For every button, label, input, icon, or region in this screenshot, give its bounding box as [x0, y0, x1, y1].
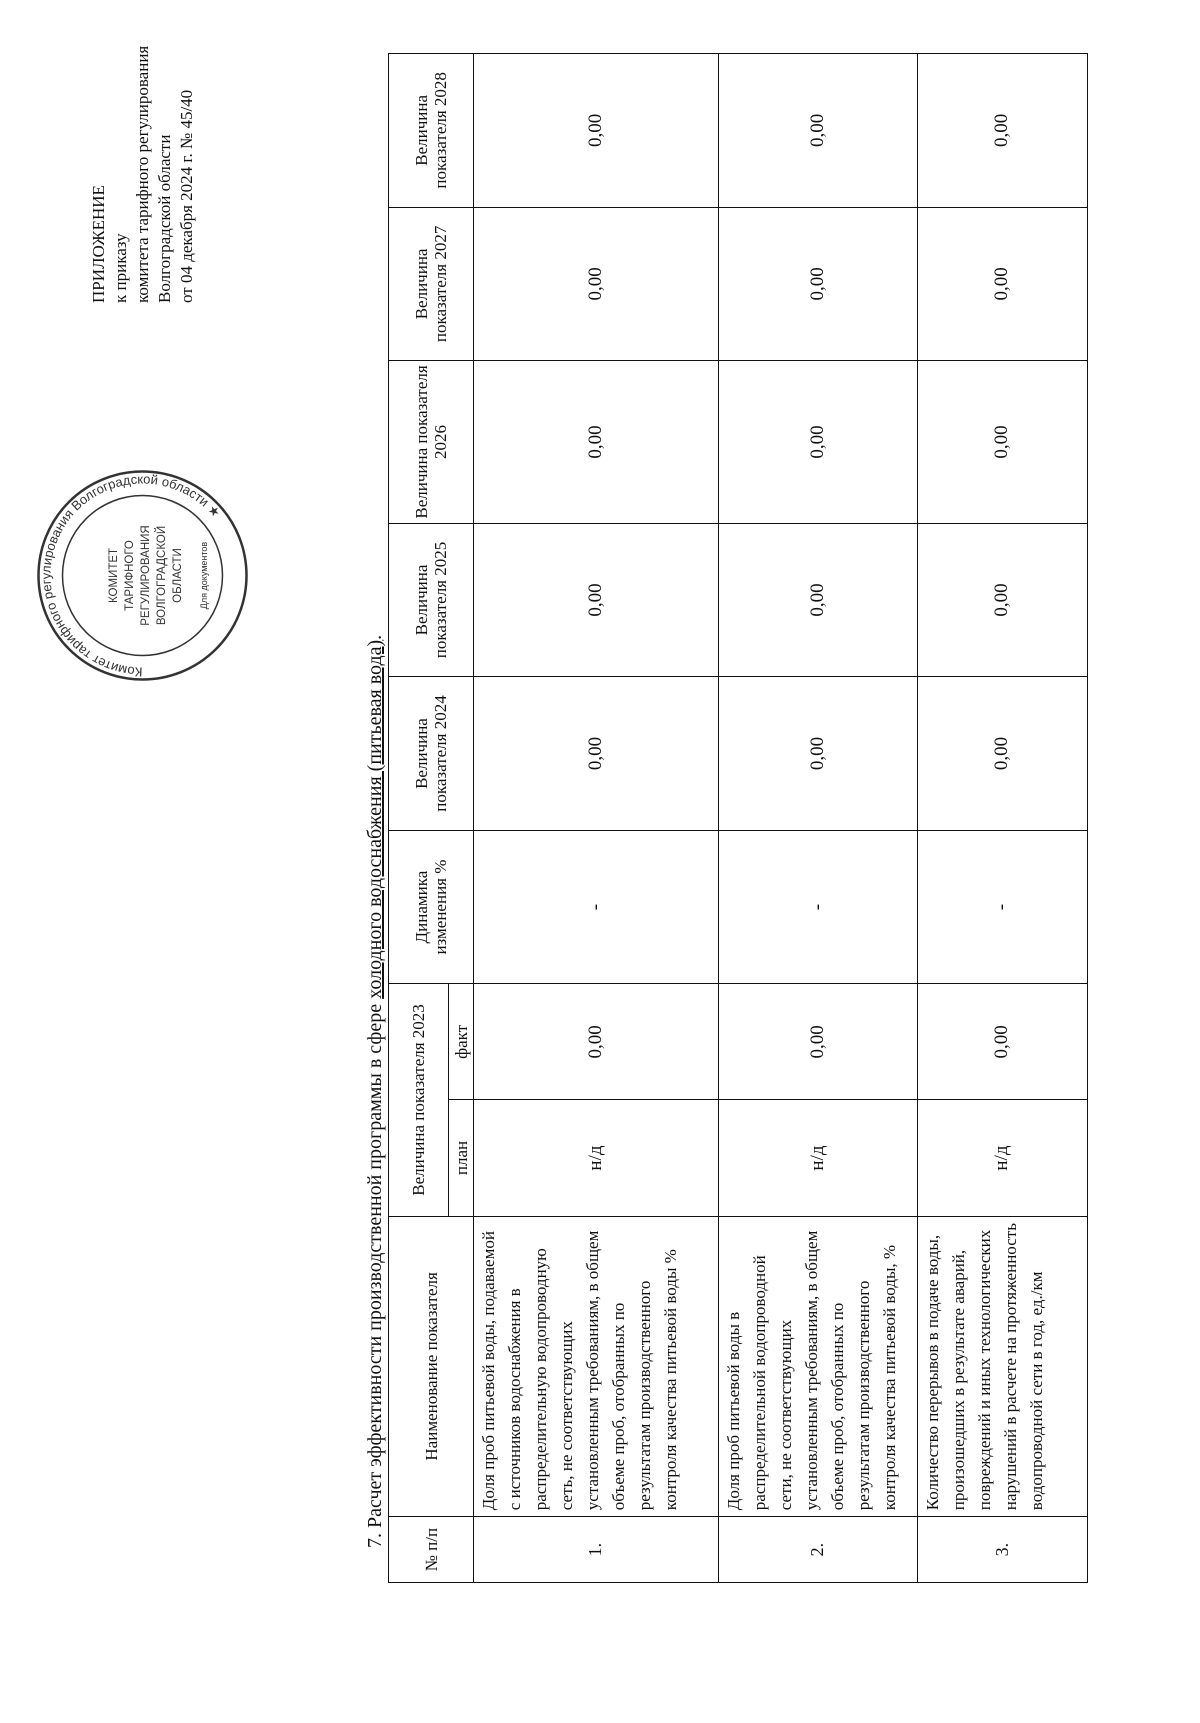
- appendix-title: ПРИЛОЖЕНИЕ: [89, 185, 108, 303]
- header-2024: Величина показателя 2024: [389, 677, 474, 831]
- cell-dynamics: -: [917, 830, 1087, 984]
- cell-2026: 0,00: [474, 361, 719, 524]
- cell-2027: 0,00: [474, 207, 719, 361]
- svg-text:КОМИТЕТ: КОМИТЕТ: [108, 547, 120, 604]
- cell-plan: н/д: [718, 1100, 917, 1216]
- cell-plan: н/д: [917, 1100, 1087, 1216]
- header-2027: Величина показателя 2027: [389, 207, 474, 361]
- committee-name: комитета тарифного регулирования: [133, 45, 152, 303]
- cell-fact: 0,00: [474, 984, 719, 1100]
- order-date: от 04 декабря 2024 г. № 45/40: [177, 89, 196, 303]
- cell-2026: 0,00: [718, 361, 917, 524]
- header-2028: Величина показателя 2028: [389, 54, 474, 208]
- cell-2028: 0,00: [474, 54, 719, 208]
- order-ref: к приказу: [111, 233, 130, 303]
- efficiency-table: [388, 53, 1088, 1583]
- cell-2025: 0,00: [718, 523, 917, 677]
- header-2023: Величина показателя 2023: [389, 984, 449, 1216]
- row-num: 3.: [917, 1517, 1087, 1583]
- svg-text:Для документов: Для документов: [199, 541, 209, 610]
- section-title: [364, 635, 387, 1548]
- cell-2024: 0,00: [474, 677, 719, 831]
- cell-2027: 0,00: [718, 207, 917, 361]
- cell-2025: 0,00: [917, 523, 1087, 677]
- section-title-suffix: .: [364, 634, 386, 640]
- seal-stamp-icon: [35, 468, 250, 683]
- cell-2025: 0,00: [474, 523, 719, 677]
- cell-dynamics: -: [718, 830, 917, 984]
- cell-2024: 0,00: [917, 677, 1087, 831]
- cell-2028: 0,00: [718, 54, 917, 208]
- appendix-header: [88, 3, 198, 303]
- table-row: [474, 54, 719, 1583]
- header-name: Наименование показателя: [389, 1216, 474, 1517]
- header-dynamics: Динамика изменения %: [389, 830, 474, 984]
- row-name: Доля проб питьевой воды, подаваемой с источников водоснабжения в распределительную водопроводную сеть, не соответствующих установленным требованиям, в общем объеме проб, отобранных по результатам производственного контроля качества питьевой воды %: [474, 1216, 719, 1517]
- header-plan: план: [449, 1100, 474, 1216]
- svg-text:Комитет тарифного регулировани: Комитет тарифного регулирования Волгоградской области ★: [38, 471, 224, 680]
- header-2026: Величина показателя 2026: [389, 361, 474, 524]
- svg-text:РЕГУЛИРОВАНИЯ: РЕГУЛИРОВАНИЯ: [140, 525, 152, 626]
- row-name: Доля проб питьевой воды в распределительной водопроводной сети, не соответствующих установленным требованиям, в общем объеме проб, отобранных по результатам производственного контроля качества питьевой воды, %: [718, 1216, 917, 1517]
- cell-2028: 0,00: [917, 54, 1087, 208]
- svg-text:ВОЛГОГРАДСКОЙ: ВОЛГОГРАДСКОЙ: [156, 525, 168, 626]
- svg-text:ОБЛАСТИ: ОБЛАСТИ: [172, 548, 184, 603]
- section-title-text: 7. Расчет эффективности производственной программы в сфере: [364, 998, 386, 1548]
- table-row: [718, 54, 917, 1583]
- table-row: [917, 54, 1087, 1583]
- header-fact: факт: [449, 984, 474, 1100]
- cell-dynamics: -: [474, 830, 719, 984]
- cell-2024: 0,00: [718, 677, 917, 831]
- header-2025: Величина показателя 2025: [389, 523, 474, 677]
- svg-text:ТАРИФНОГО: ТАРИФНОГО: [124, 540, 136, 611]
- row-num: 2.: [718, 1517, 917, 1583]
- section-title-underlined: холодного водоснабжения (питьевая вода): [364, 639, 386, 999]
- cell-plan: н/д: [474, 1100, 719, 1216]
- cell-2026: 0,00: [917, 361, 1087, 524]
- row-num: 1.: [474, 1517, 719, 1583]
- header-num: № п/п: [389, 1517, 474, 1583]
- cell-fact: 0,00: [718, 984, 917, 1100]
- cell-2027: 0,00: [917, 207, 1087, 361]
- region-name: Волгоградской области: [155, 134, 174, 303]
- row-name: Количество перерывов в подаче воды, произошедших в результате аварий, повреждений и иных технологических нарушений в расчете на протяженность водопроводной сети в год, ед./км: [917, 1216, 1087, 1517]
- cell-fact: 0,00: [917, 984, 1087, 1100]
